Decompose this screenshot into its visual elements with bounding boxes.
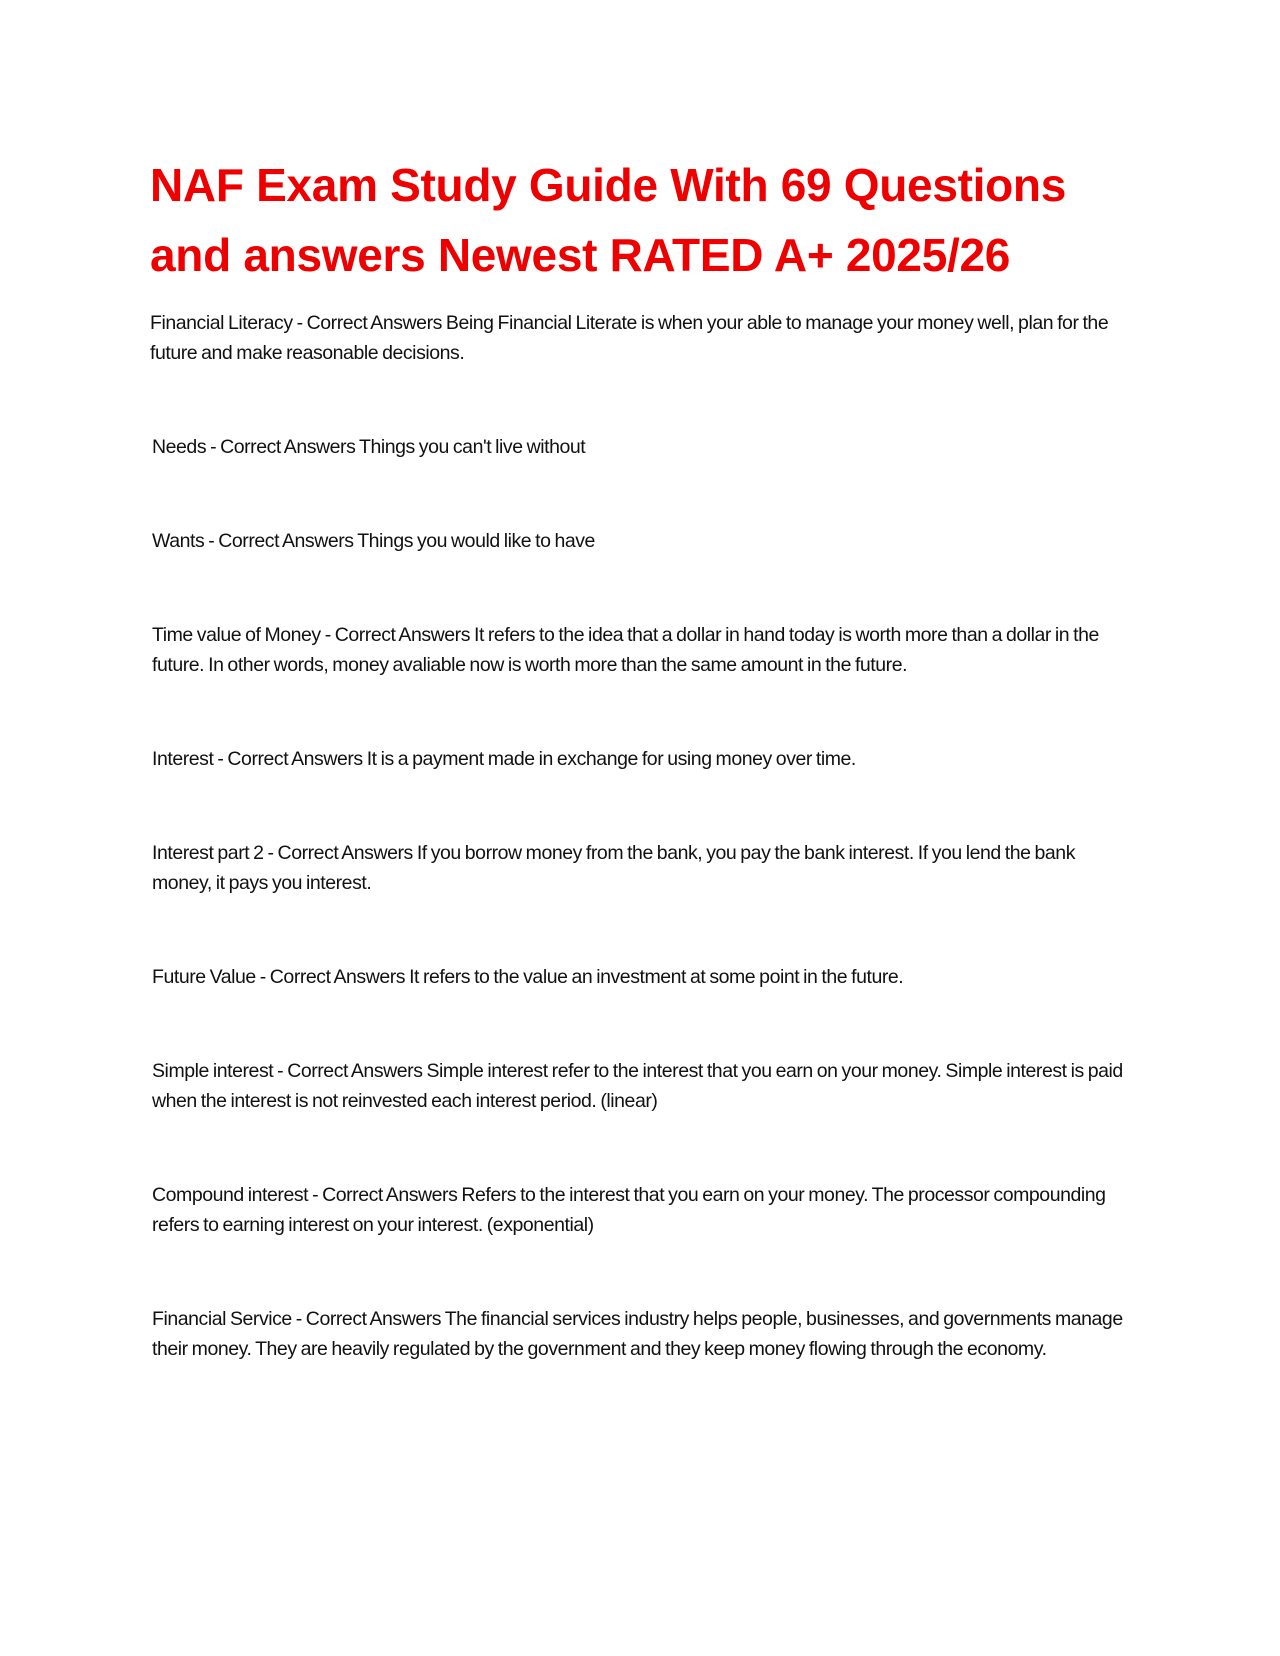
- entry-definition: The financial services industry helps people, businesses, and governments manage their money. They are heavily regulated by the government and they keep money flowing through the economy.: [152, 1308, 1123, 1360]
- entry-financial-service: [152, 1304, 1132, 1364]
- entry-definition: Things you would like to have: [357, 530, 595, 552]
- entry-separator: - Correct Answers: [320, 624, 474, 646]
- entry-definition: It is a payment made in exchange for using money over time.: [366, 748, 856, 770]
- entry-separator: - Correct Answers: [263, 842, 417, 864]
- entry-definition: Being Financial Literate is when your able to manage your money well, plan for the future and make reasonable decisions.: [150, 312, 1109, 364]
- entry-definition: It refers to the idea that a dollar in hand today is worth more than a dollar in the future. In other words, money avaliable now is worth more than the same amount in the future.: [152, 624, 1099, 676]
- entry-term: Interest: [152, 748, 214, 770]
- entry-definition: If you borrow money from the bank, you pay the bank interest. If you lend the bank money, it pays you interest.: [152, 842, 1076, 894]
- entry-future-value: [152, 962, 1132, 992]
- entry-separator: - Correct Answers: [273, 1060, 427, 1082]
- entry-separator: - Correct Answers: [292, 312, 446, 334]
- entry-needs: [152, 432, 1132, 462]
- entry-term: Compound interest: [152, 1184, 309, 1206]
- entry-separator: - Correct Answers: [255, 966, 410, 988]
- entry-list: [150, 308, 1130, 1364]
- document-title: NAF Exam Study Guide With 69 Questions and answers Newest RATED A+ 2025/26: [150, 159, 1066, 281]
- entry-term: Interest part 2: [152, 842, 264, 864]
- entry-term: Financial Service: [152, 1308, 292, 1330]
- entry-definition: Refers to the interest that you earn on your money. The processor compounding refers to earning interest on your interest. (exponential): [152, 1184, 1106, 1236]
- entry-definition: Things you can't live without: [359, 436, 586, 458]
- entry-simple-interest: [152, 1056, 1132, 1116]
- entry-term: Wants: [152, 530, 205, 552]
- entry-separator: - Correct Answers: [204, 530, 358, 552]
- entry-term: Simple interest: [152, 1060, 274, 1082]
- entry-term: Future Value: [152, 966, 256, 988]
- entry-definition: Simple interest refer to the interest that you earn on your money. Simple interest is paid when the interest is not reinvested each interest period. (linear): [152, 1060, 1123, 1112]
- entry-compound-interest: [152, 1180, 1132, 1240]
- entry-interest: [152, 744, 1132, 774]
- entry-definition: It refers to the value an investment at some point in the future.: [409, 966, 904, 988]
- entry-term: Time value of Money: [152, 624, 321, 646]
- entry-time-value-of-money: [152, 620, 1132, 680]
- entry-interest-part-2: [152, 838, 1132, 898]
- entry-separator: - Correct Answers: [291, 1308, 445, 1330]
- entry-wants: [152, 526, 1132, 556]
- entry-separator: - Correct Answers: [213, 748, 367, 770]
- entry-term: Needs: [152, 436, 207, 458]
- entry-separator: - Correct Answers: [308, 1184, 462, 1206]
- entry-financial-literacy: [150, 308, 1130, 368]
- entry-separator: - Correct Answers: [206, 436, 360, 458]
- entry-term: Financial Literacy: [150, 312, 293, 334]
